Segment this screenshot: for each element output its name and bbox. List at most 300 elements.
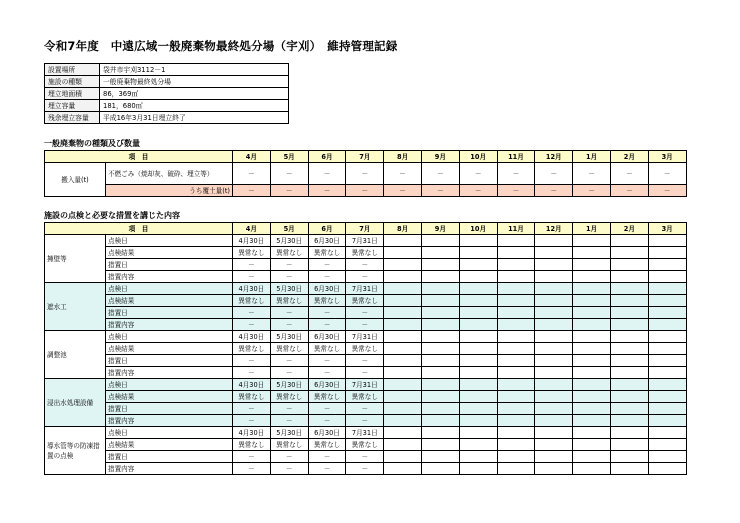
- month-header: 4月: [233, 223, 271, 235]
- inspection-row: [45, 415, 687, 427]
- inspection-value: [648, 391, 686, 403]
- inspection-value: 4月30日: [233, 331, 271, 343]
- month-header: 10月: [459, 151, 497, 163]
- inspection-value: [384, 355, 422, 367]
- month-header: 7月: [346, 223, 384, 235]
- inspection-sub-label: 措置日: [106, 403, 233, 415]
- inspection-value: －: [233, 463, 271, 475]
- waste-value: －: [535, 163, 573, 185]
- inspection-value: 異常なし: [346, 439, 384, 451]
- inspection-value: －: [308, 451, 346, 463]
- inspection-value: [573, 463, 611, 475]
- inspection-value: 異常なし: [308, 391, 346, 403]
- inspection-value: [384, 451, 422, 463]
- waste-value: －: [610, 163, 648, 185]
- inspection-value: 7月31日: [346, 379, 384, 391]
- inspection-value: [535, 427, 573, 439]
- inspection-sub-label: 点検結果: [106, 391, 233, 403]
- inspection-value: －: [233, 415, 271, 427]
- inspection-row: [45, 403, 687, 415]
- inspection-value: [573, 235, 611, 247]
- inspection-value: [421, 355, 459, 367]
- waste-value: －: [648, 163, 686, 185]
- inspection-value: －: [270, 259, 308, 271]
- inspection-value: 異常なし: [270, 343, 308, 355]
- inspection-value: [497, 427, 535, 439]
- inspection-sub-label: 点検結果: [106, 295, 233, 307]
- inspection-row: [45, 343, 687, 355]
- inspection-value: [497, 355, 535, 367]
- inspection-value: [421, 451, 459, 463]
- inspection-sub-label: 措置日: [106, 259, 233, 271]
- inspection-header-row: [45, 223, 687, 235]
- inspection-sub-label: 点検日: [106, 427, 233, 439]
- month-header: 9月: [421, 151, 459, 163]
- month-header: 3月: [648, 151, 686, 163]
- inspection-value: 7月31日: [346, 283, 384, 295]
- inspection-value: [497, 415, 535, 427]
- inspection-value: －: [270, 367, 308, 379]
- inspection-value: 6月30日: [308, 235, 346, 247]
- inspection-value: 6月30日: [308, 331, 346, 343]
- inspection-value: 6月30日: [308, 379, 346, 391]
- waste-quantity-table: [44, 150, 687, 197]
- inspection-value: －: [346, 415, 384, 427]
- inspection-value: [610, 331, 648, 343]
- facility-value: 86，369㎡: [100, 88, 289, 100]
- waste-value: －: [459, 163, 497, 185]
- inspection-value: [497, 439, 535, 451]
- inspection-value: [573, 427, 611, 439]
- inspection-value: －: [270, 307, 308, 319]
- waste-header-item: 項 目: [45, 151, 233, 163]
- inspection-value: [421, 415, 459, 427]
- waste-value: －: [308, 163, 346, 185]
- inspection-value: －: [270, 319, 308, 331]
- facility-value: 平成16年3月31日埋立終了: [100, 112, 289, 124]
- inspection-value: [573, 307, 611, 319]
- inspection-section-title: 施設の点検と必要な措置を講じた内容: [44, 211, 180, 220]
- inspection-value: [535, 391, 573, 403]
- inspection-value: 6月30日: [308, 427, 346, 439]
- facility-label: 埋立地面積: [45, 88, 100, 100]
- inspection-value: [384, 283, 422, 295]
- inspection-value: 5月30日: [270, 379, 308, 391]
- inspection-row: [45, 235, 687, 247]
- inspection-value: [535, 415, 573, 427]
- inspection-value: [648, 343, 686, 355]
- inspection-value: [573, 367, 611, 379]
- waste-value: －: [384, 163, 422, 185]
- inspection-value: －: [346, 367, 384, 379]
- inspection-value: [535, 271, 573, 283]
- inspection-value: －: [270, 451, 308, 463]
- inspection-value: 異常なし: [233, 391, 271, 403]
- inspection-value: [384, 331, 422, 343]
- inspection-value: －: [233, 319, 271, 331]
- inspection-value: [535, 379, 573, 391]
- inspection-value: [384, 259, 422, 271]
- inspection-value: [610, 427, 648, 439]
- inspection-value: [535, 235, 573, 247]
- inspection-value: 異常なし: [308, 439, 346, 451]
- inspection-value: －: [270, 271, 308, 283]
- inspection-row: [45, 331, 687, 343]
- inspection-value: [573, 415, 611, 427]
- waste-category: 搬入量(t): [45, 163, 106, 197]
- month-header: 11月: [497, 151, 535, 163]
- inspection-value: [573, 391, 611, 403]
- inspection-row: [45, 451, 687, 463]
- inspection-value: －: [270, 355, 308, 367]
- inspection-value: [610, 463, 648, 475]
- inspection-value: [459, 415, 497, 427]
- waste-value: －: [610, 185, 648, 197]
- inspection-value: [610, 391, 648, 403]
- inspection-value: [497, 367, 535, 379]
- inspection-value: [421, 295, 459, 307]
- inspection-value: [459, 427, 497, 439]
- inspection-sub-label: 点検結果: [106, 343, 233, 355]
- inspection-value: [610, 283, 648, 295]
- inspection-value: －: [233, 307, 271, 319]
- inspection-value: [610, 247, 648, 259]
- inspection-value: －: [233, 271, 271, 283]
- month-header: 6月: [308, 223, 346, 235]
- inspection-value: －: [233, 403, 271, 415]
- inspection-value: [573, 295, 611, 307]
- inspection-group-name: 遮水工: [45, 283, 106, 331]
- inspection-value: [384, 307, 422, 319]
- inspection-value: 異常なし: [270, 295, 308, 307]
- inspection-value: －: [308, 367, 346, 379]
- inspection-value: [535, 259, 573, 271]
- inspection-value: [421, 427, 459, 439]
- inspection-sub-label: 点検結果: [106, 439, 233, 451]
- inspection-value: [535, 367, 573, 379]
- inspection-value: 異常なし: [346, 247, 384, 259]
- facility-label: 施設の種類: [45, 76, 100, 88]
- inspection-value: [573, 283, 611, 295]
- inspection-value: [610, 367, 648, 379]
- inspection-sub-label: 点検日: [106, 331, 233, 343]
- inspection-row: [45, 427, 687, 439]
- inspection-value: [648, 331, 686, 343]
- inspection-value: [648, 307, 686, 319]
- inspection-value: [648, 295, 686, 307]
- inspection-group-name: 浸出水処理設備: [45, 379, 106, 427]
- month-header: 6月: [308, 151, 346, 163]
- inspection-value: [384, 379, 422, 391]
- inspection-value: [459, 331, 497, 343]
- inspection-sub-label: 点検日: [106, 235, 233, 247]
- inspection-value: [497, 379, 535, 391]
- inspection-value: [610, 379, 648, 391]
- waste-value: －: [535, 185, 573, 197]
- waste-value: －: [346, 163, 384, 185]
- inspection-value: －: [308, 271, 346, 283]
- inspection-row: [45, 439, 687, 451]
- inspection-row: [45, 307, 687, 319]
- inspection-value: [535, 463, 573, 475]
- inspection-row: [45, 355, 687, 367]
- waste-value: －: [421, 185, 459, 197]
- inspection-value: [535, 295, 573, 307]
- waste-value: －: [346, 185, 384, 197]
- inspection-value: －: [308, 415, 346, 427]
- inspection-value: [497, 451, 535, 463]
- waste-header-row: [45, 151, 687, 163]
- inspection-value: [573, 379, 611, 391]
- inspection-value: [497, 271, 535, 283]
- inspection-value: 異常なし: [233, 343, 271, 355]
- inspection-value: [384, 319, 422, 331]
- inspection-value: [497, 283, 535, 295]
- month-header: 12月: [535, 151, 573, 163]
- month-header: 9月: [421, 223, 459, 235]
- inspection-value: －: [346, 355, 384, 367]
- inspection-sub-label: 措置日: [106, 451, 233, 463]
- inspection-value: 異常なし: [308, 295, 346, 307]
- inspection-value: [459, 403, 497, 415]
- inspection-value: [535, 247, 573, 259]
- inspection-value: [421, 307, 459, 319]
- waste-value: －: [270, 185, 308, 197]
- inspection-value: [573, 403, 611, 415]
- facility-row: [45, 64, 289, 76]
- inspection-value: [535, 451, 573, 463]
- inspection-value: [535, 343, 573, 355]
- inspection-value: [610, 343, 648, 355]
- inspection-value: －: [308, 307, 346, 319]
- inspection-value: 4月30日: [233, 427, 271, 439]
- inspection-value: －: [233, 355, 271, 367]
- inspection-value: [421, 367, 459, 379]
- inspection-table: [44, 222, 687, 475]
- inspection-value: [648, 235, 686, 247]
- inspection-value: [610, 355, 648, 367]
- inspection-value: [384, 427, 422, 439]
- month-header: 10月: [459, 223, 497, 235]
- inspection-sub-label: 点検日: [106, 379, 233, 391]
- inspection-value: [459, 259, 497, 271]
- inspection-value: [648, 451, 686, 463]
- inspection-value: －: [346, 403, 384, 415]
- inspection-value: [459, 391, 497, 403]
- inspection-value: [573, 439, 611, 451]
- inspection-value: [459, 367, 497, 379]
- inspection-value: [459, 307, 497, 319]
- month-header: 11月: [497, 223, 535, 235]
- waste-value: －: [497, 163, 535, 185]
- inspection-value: 異常なし: [270, 391, 308, 403]
- inspection-row: [45, 319, 687, 331]
- inspection-value: [497, 331, 535, 343]
- inspection-value: 7月31日: [346, 331, 384, 343]
- inspection-value: 異常なし: [233, 247, 271, 259]
- inspection-group-name: 調整池: [45, 331, 106, 379]
- inspection-value: [573, 319, 611, 331]
- inspection-row: [45, 379, 687, 391]
- inspection-value: －: [346, 463, 384, 475]
- inspection-value: [535, 403, 573, 415]
- inspection-value: [459, 355, 497, 367]
- inspection-value: 異常なし: [346, 391, 384, 403]
- inspection-value: [384, 295, 422, 307]
- inspection-value: 異常なし: [346, 343, 384, 355]
- inspection-value: －: [270, 463, 308, 475]
- inspection-value: [384, 235, 422, 247]
- inspection-value: 5月30日: [270, 235, 308, 247]
- waste-row: [45, 163, 687, 185]
- inspection-value: 4月30日: [233, 235, 271, 247]
- inspection-sub-label: 点検日: [106, 283, 233, 295]
- inspection-value: [497, 307, 535, 319]
- inspection-sub-label: 措置内容: [106, 415, 233, 427]
- inspection-value: [610, 403, 648, 415]
- inspection-value: [573, 271, 611, 283]
- inspection-value: [421, 391, 459, 403]
- inspection-value: －: [308, 319, 346, 331]
- inspection-value: [648, 367, 686, 379]
- inspection-value: [610, 235, 648, 247]
- inspection-row: [45, 259, 687, 271]
- waste-value: －: [233, 185, 271, 197]
- inspection-header-item: 項 目: [45, 223, 233, 235]
- inspection-row: [45, 391, 687, 403]
- inspection-value: [648, 463, 686, 475]
- inspection-value: －: [346, 259, 384, 271]
- inspection-value: [648, 259, 686, 271]
- facility-value: 181，680㎥: [100, 100, 289, 112]
- inspection-value: [535, 355, 573, 367]
- inspection-value: [648, 379, 686, 391]
- inspection-value: [573, 343, 611, 355]
- inspection-value: 異常なし: [308, 343, 346, 355]
- waste-value: －: [308, 185, 346, 197]
- waste-row-label: 不燃ごみ（焼却灰、破砕、埋立等）: [106, 163, 233, 185]
- inspection-value: [648, 439, 686, 451]
- inspection-value: [459, 343, 497, 355]
- inspection-value: 5月30日: [270, 331, 308, 343]
- inspection-sub-label: 点検結果: [106, 247, 233, 259]
- inspection-value: 7月31日: [346, 427, 384, 439]
- inspection-value: [384, 247, 422, 259]
- inspection-value: [459, 283, 497, 295]
- inspection-value: [535, 307, 573, 319]
- inspection-sub-label: 措置内容: [106, 367, 233, 379]
- inspection-value: [648, 283, 686, 295]
- inspection-value: －: [308, 403, 346, 415]
- inspection-value: －: [233, 259, 271, 271]
- inspection-value: [497, 463, 535, 475]
- month-header: 12月: [535, 223, 573, 235]
- inspection-value: 5月30日: [270, 283, 308, 295]
- inspection-value: [421, 259, 459, 271]
- inspection-value: －: [308, 259, 346, 271]
- inspection-value: －: [346, 319, 384, 331]
- month-header: 5月: [270, 223, 308, 235]
- waste-value: －: [270, 163, 308, 185]
- inspection-value: [384, 367, 422, 379]
- inspection-value: 異常なし: [270, 247, 308, 259]
- inspection-value: [497, 403, 535, 415]
- inspection-value: [421, 343, 459, 355]
- inspection-value: [384, 463, 422, 475]
- inspection-value: 異常なし: [233, 295, 271, 307]
- inspection-value: [421, 463, 459, 475]
- month-header: 8月: [384, 223, 422, 235]
- waste-value: －: [573, 185, 611, 197]
- inspection-value: [421, 247, 459, 259]
- inspection-value: －: [233, 451, 271, 463]
- inspection-value: －: [270, 403, 308, 415]
- month-header: 8月: [384, 151, 422, 163]
- inspection-value: [573, 259, 611, 271]
- inspection-value: [421, 271, 459, 283]
- inspection-value: [610, 259, 648, 271]
- inspection-value: [610, 319, 648, 331]
- inspection-value: [648, 355, 686, 367]
- waste-row: [45, 185, 687, 197]
- inspection-value: [610, 439, 648, 451]
- month-header: 5月: [270, 151, 308, 163]
- inspection-value: [497, 391, 535, 403]
- inspection-value: 4月30日: [233, 283, 271, 295]
- inspection-value: [573, 247, 611, 259]
- inspection-value: [610, 271, 648, 283]
- inspection-value: [535, 439, 573, 451]
- facility-label: 設置場所: [45, 64, 100, 76]
- inspection-value: 異常なし: [308, 247, 346, 259]
- facility-value: 袋井市宇刈3112－1: [100, 64, 289, 76]
- inspection-sub-label: 措置内容: [106, 463, 233, 475]
- inspection-value: [648, 415, 686, 427]
- inspection-sub-label: 措置内容: [106, 271, 233, 283]
- facility-row: [45, 112, 289, 124]
- inspection-value: [421, 319, 459, 331]
- inspection-row: [45, 271, 687, 283]
- inspection-value: [384, 439, 422, 451]
- inspection-value: －: [270, 415, 308, 427]
- inspection-value: 5月30日: [270, 427, 308, 439]
- inspection-value: [535, 319, 573, 331]
- inspection-group-name: 擁壁等: [45, 235, 106, 283]
- facility-label: 埋立容量: [45, 100, 100, 112]
- inspection-value: [384, 415, 422, 427]
- inspection-value: [497, 343, 535, 355]
- waste-value: －: [497, 185, 535, 197]
- facility-row: [45, 88, 289, 100]
- page-title: 令和7年度 中遠広域一般廃棄物最終処分場（宇刈） 維持管理記録: [44, 39, 398, 53]
- inspection-value: [610, 415, 648, 427]
- facility-row: [45, 100, 289, 112]
- inspection-value: －: [346, 271, 384, 283]
- inspection-value: [384, 343, 422, 355]
- inspection-value: 6月30日: [308, 283, 346, 295]
- waste-value: －: [648, 185, 686, 197]
- month-header: 2月: [610, 223, 648, 235]
- inspection-value: 7月31日: [346, 235, 384, 247]
- inspection-value: [648, 403, 686, 415]
- inspection-value: －: [308, 463, 346, 475]
- inspection-value: [421, 331, 459, 343]
- inspection-value: 異常なし: [346, 295, 384, 307]
- inspection-value: [497, 259, 535, 271]
- inspection-value: －: [308, 355, 346, 367]
- month-header: 3月: [648, 223, 686, 235]
- inspection-value: [648, 427, 686, 439]
